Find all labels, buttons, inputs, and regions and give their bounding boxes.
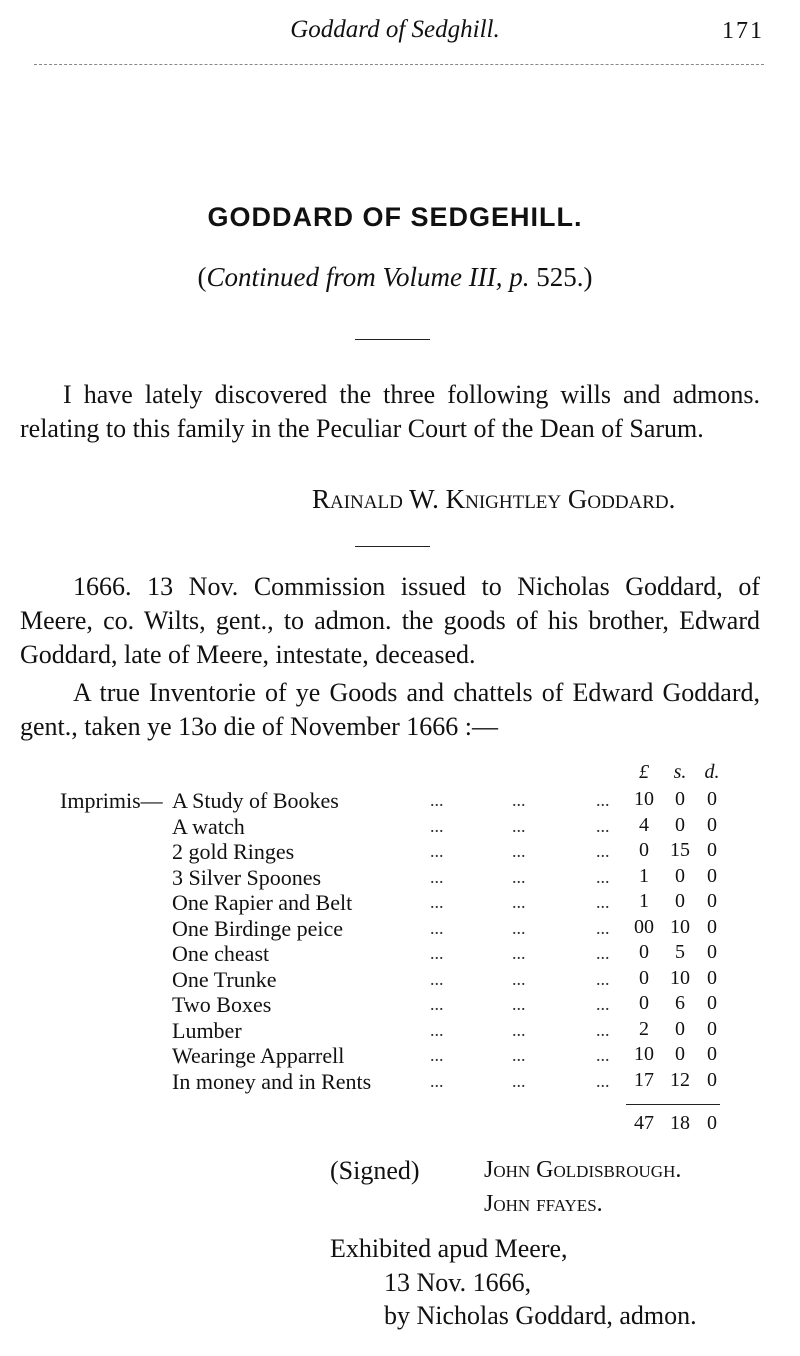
- item-shillings: 5: [675, 941, 685, 963]
- item-pounds: 17: [634, 1068, 654, 1091]
- commission-paragraph: 1666. 13 Nov. Commission issued to Nicholas Goddard, of Meere, co. Wilts, gent., to admon. the goods of his brother, Edward Goddard, late of Meere, intestate, deceased.: [20, 572, 760, 669]
- leader-dots: ...: [430, 1045, 444, 1065]
- leader-dots: ...: [512, 943, 526, 963]
- inventory-item-label: One Rapier and Belt: [172, 890, 353, 915]
- leader-dots: ...: [512, 1045, 526, 1065]
- total-shillings: 18: [670, 1112, 690, 1134]
- exhibited-line-1: Exhibited apud Meere,: [330, 1234, 568, 1263]
- item-pence: 0: [707, 1043, 717, 1065]
- leader-dots: ...: [596, 1070, 610, 1091]
- item-pounds: 0: [639, 839, 649, 861]
- signer-2: John ffayes.: [484, 1191, 603, 1217]
- leader-dots: ...: [512, 892, 526, 912]
- section-rule-1: [355, 339, 430, 340]
- inventory-item-label: One Birdinge peice: [172, 915, 344, 941]
- leader-dots: ...: [430, 1019, 444, 1040]
- item-pence: 0: [707, 966, 717, 989]
- item-pence: 0: [707, 992, 717, 1014]
- signer-1: John Goldisbrough.: [484, 1157, 682, 1183]
- leader-dots: ...: [430, 917, 444, 938]
- total-pounds: 47: [634, 1112, 654, 1134]
- leader-dots: ...: [430, 841, 444, 861]
- item-pounds: 4: [639, 813, 649, 836]
- item-pounds: 0: [639, 992, 649, 1014]
- inventory-item-label: One cheast: [172, 941, 270, 966]
- leader-dots: ...: [596, 1045, 610, 1065]
- leader-dots: ...: [430, 892, 444, 912]
- continued-page: 525.: [536, 262, 584, 292]
- item-shillings: 10: [670, 915, 690, 938]
- item-pounds: 1: [639, 890, 649, 912]
- inventory-item-label: Two Boxes: [172, 992, 272, 1017]
- inventory-item-label: Lumber: [172, 1017, 242, 1043]
- item-pounds: 10: [634, 788, 654, 810]
- header-pounds: £: [639, 761, 649, 783]
- item-pence: 0: [707, 1068, 717, 1091]
- leader-dots: ...: [430, 1070, 444, 1091]
- item-pounds: 0: [639, 966, 649, 989]
- item-pounds: 10: [634, 1043, 654, 1065]
- leader-dots: ...: [596, 841, 610, 861]
- author-signature: Rainald W. Knightley Goddard.: [312, 484, 676, 514]
- item-shillings: 0: [675, 1017, 685, 1040]
- item-pounds: 2: [639, 1017, 649, 1040]
- item-shillings: 0: [675, 890, 685, 912]
- total-pence: 0: [707, 1112, 717, 1134]
- item-shillings: 0: [675, 788, 685, 810]
- article-title: GODDARD OF SEDGEHILL.: [207, 202, 583, 232]
- leader-dots: ...: [596, 866, 610, 887]
- leader-dots: ...: [596, 892, 610, 912]
- inventory-item-label: 3 Silver Spoones: [172, 864, 322, 890]
- leader-dots: ...: [512, 841, 526, 861]
- leader-dots: ...: [596, 790, 610, 810]
- header-pence: d.: [704, 761, 720, 783]
- intro-paragraph: I have lately discovered the three following wills and admons. relating to this family in the Peculiar Court of the Dean of Sarum.: [20, 380, 760, 443]
- item-pence: 0: [707, 941, 717, 963]
- leader-dots: ...: [596, 1019, 610, 1040]
- item-pounds: 1: [639, 864, 649, 887]
- leader-dots: ...: [512, 994, 526, 1014]
- page-number: 171: [722, 18, 764, 44]
- inventory-item-label: One Trunke: [172, 966, 277, 992]
- inventory-item-label: 2 gold Ringes: [172, 839, 295, 864]
- inventory-item-label: A Study of Bookes: [172, 788, 339, 813]
- inventory-intro: A true Inventorie of ye Goods and chattels of Edward Goddard, gent., taken ye 13o die of November 1666 :—: [20, 678, 760, 741]
- item-pence: 0: [707, 788, 717, 810]
- item-pounds: 0: [639, 941, 649, 963]
- leader-dots: ...: [512, 866, 526, 887]
- exhibited-line-2: 13 Nov. 1666,: [384, 1268, 532, 1297]
- item-pence: 0: [707, 915, 717, 938]
- item-shillings: 0: [675, 864, 685, 887]
- leader-dots: ...: [430, 968, 444, 989]
- item-pence: 0: [707, 864, 717, 887]
- leader-dots: ...: [512, 917, 526, 938]
- continued-note: (Continued from Volume III, p. 525.): [197, 262, 593, 292]
- continued-p: p.: [509, 262, 530, 292]
- leader-dots: ...: [430, 866, 444, 887]
- header-divider: [34, 64, 764, 65]
- item-pence: 0: [707, 890, 717, 912]
- item-shillings: 12: [670, 1068, 690, 1091]
- signed-label: (Signed): [330, 1156, 420, 1185]
- exhibited-line-3: by Nicholas Goddard, admon.: [384, 1301, 697, 1330]
- inventory-item-label: In money and in Rents: [172, 1068, 372, 1094]
- leader-dots: ...: [430, 994, 444, 1014]
- item-pence: 0: [707, 1017, 717, 1040]
- item-pounds: 00: [634, 915, 654, 938]
- leader-dots: ...: [512, 815, 526, 836]
- leader-dots: ...: [596, 968, 610, 989]
- leader-dots: ...: [430, 815, 444, 836]
- leader-dots: ...: [430, 943, 444, 963]
- leader-dots: ...: [596, 943, 610, 963]
- item-shillings: 10: [670, 966, 690, 989]
- leader-dots: ...: [596, 815, 610, 836]
- leader-dots: ...: [512, 1019, 526, 1040]
- leader-dots: ...: [512, 1070, 526, 1091]
- section-rule-2: [355, 546, 430, 547]
- item-shillings: 0: [675, 813, 685, 836]
- running-header-title: Goddard of Sedghill.: [290, 16, 500, 43]
- item-pence: 0: [707, 839, 717, 861]
- item-pence: 0: [707, 813, 717, 836]
- leader-dots: ...: [512, 968, 526, 989]
- header-shillings: s.: [673, 761, 687, 783]
- continued-italic: Continued from Volume III,: [206, 262, 503, 292]
- leader-dots: ...: [596, 994, 610, 1014]
- total-rule: [626, 1104, 720, 1105]
- item-shillings: 6: [675, 992, 685, 1014]
- leader-dots: ...: [596, 917, 610, 938]
- inventory-prefix: Imprimis—: [60, 788, 163, 813]
- leader-dots: ...: [512, 790, 526, 810]
- leader-dots: ...: [430, 790, 444, 810]
- item-shillings: 0: [675, 1043, 685, 1065]
- item-shillings: 15: [670, 839, 690, 861]
- inventory-item-label: A watch: [172, 813, 245, 839]
- inventory-item-label: Wearinge Apparrell: [172, 1043, 345, 1068]
